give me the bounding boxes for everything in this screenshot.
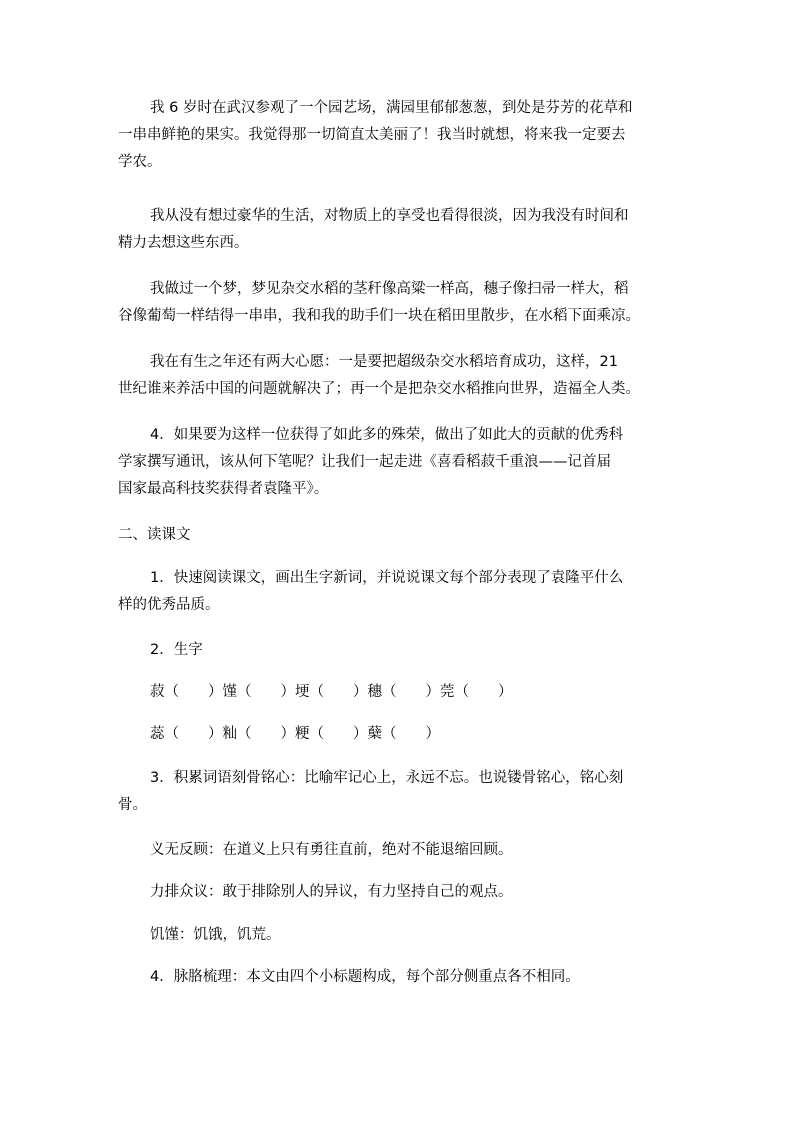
paragraph-two-wishes [118,349,678,403]
text-line: 1．快速阅读课文，画出生字新词，并说说课文每个部分表现了袁隆平什么 [150,570,624,586]
text-line: 菽（ ）馑（ ）埂（ ）穗（ ）莞（ ） [150,684,513,700]
paragraph-childhood-garden [118,95,678,176]
text-line: 国家最高科技奖获得者袁隆平》。 [118,481,329,497]
character-blanks-row-2 [118,721,678,748]
text-line: 学农。 [118,154,162,170]
section-heading-read-text [118,522,678,549]
text-line: 3．积累词语刻骨铭心：比喻牢记心上，永远不忘。也说镂骨铭心，铭心刻 [150,770,624,786]
vocabulary-jijin [118,922,678,949]
vocabulary-yiwufangu [118,837,678,864]
text-line: 义无反顾：在道义上只有勇往直前，绝对不能退缩回顾。 [150,842,513,858]
character-blanks-row-1 [118,679,678,706]
paragraph-item-3-vocabulary [118,765,678,819]
text-line: 谷像葡萄一样结得一串串，我和我的助手们一块在稻田里散步，在水稻下面乘凉。 [118,308,640,324]
text-line: 饥馑：饥饿，饥荒。 [150,927,281,943]
text-line: 4．如果要为这样一位获得了如此多的殊荣，做出了如此大的贡献的优秀科 [150,427,624,443]
paragraph-item-4-structure [118,964,678,991]
text-line: 一串串鲜艳的果实。我觉得那一切简直太美丽了！我当时就想，将来我一定要去 [118,127,626,143]
text-line: 世纪谁来养活中国的问题就解决了；再一个是把杂交水稻推向世界，造福全人类。 [118,381,640,397]
paragraph-item-2-new-characters [118,637,678,664]
text-line: 骨。 [118,797,147,813]
text-line: 我从没有想过豪华的生活，对物质上的享受也看得很淡，因为我没有时间和 [150,208,629,224]
paragraph-dream [118,276,678,330]
paragraph-simple-life [118,203,678,257]
text-line: 我做过一个梦，梦见杂交水稻的茎秆像高粱一样高，穗子像扫帚一样大，稻 [150,281,629,297]
section-heading: 二、读课文 [118,527,191,543]
text-line: 我 6 岁时在武汉参观了一个园艺场，满园里郁郁葱葱，到处是芬芳的花草和 [150,100,633,116]
text-line: 样的优秀品质。 [118,597,220,613]
text-line: 我在有生之年还有两大心愿：一是要把超级杂交水稻培育成功，这样，21 [150,354,618,370]
paragraph-item-1-quick-read [118,565,678,619]
text-line: 学家撰写通讯，该从何下笔呢？让我们一起走进《喜看稻菽千重浪——记首届 [118,454,611,470]
paragraph-item-4-intro [118,422,678,503]
text-line: 蕊（ ）籼（ ）粳（ ）蘖（ ） [150,726,440,742]
text-line: 4．脉胳梳理：本文由四个小标题构成，每个部分侧重点各不相同。 [150,969,580,985]
text-line: 2．生字 [150,642,203,658]
text-line: 精力去想这些东西。 [118,235,249,251]
vocabulary-lipaizhongyi [118,879,678,906]
text-line: 力排众议：敢于排除别人的异议，有力坚持自己的观点。 [150,884,513,900]
